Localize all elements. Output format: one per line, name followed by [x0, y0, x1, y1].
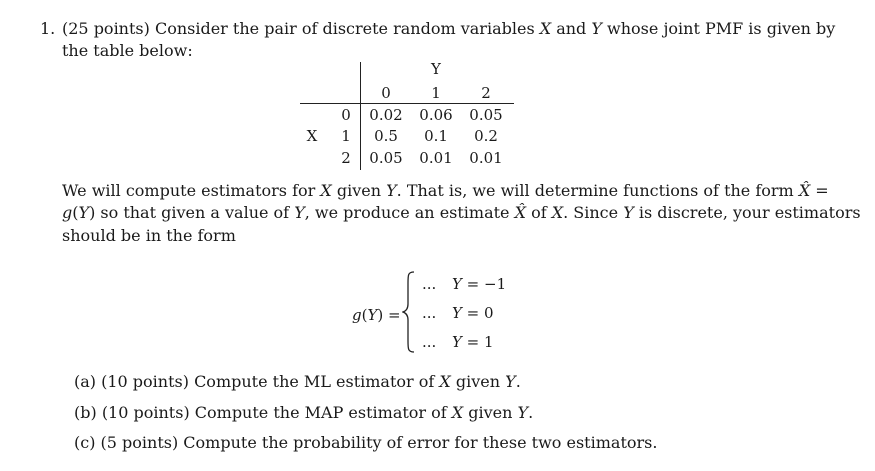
text: ( [361, 306, 368, 324]
var-y: Y [452, 275, 462, 293]
table-vertical-rule [360, 62, 361, 170]
table-cell: 0.01 [419, 149, 453, 167]
table-cell: 0.05 [469, 106, 503, 124]
text: (c) (5 points) Compute the probability of error for these two estimators. [74, 433, 658, 452]
problem-number: 1. [40, 19, 56, 38]
text: ) = [377, 306, 401, 324]
row-header-0: 0 [341, 106, 351, 124]
row-header-1: 1 [341, 127, 351, 145]
var-x: X [439, 372, 451, 391]
table-cell: 0.01 [469, 149, 503, 167]
var-y: Y [78, 203, 90, 222]
col-header-2: 2 [481, 84, 491, 102]
text: ( [72, 203, 79, 222]
table-cell: 0.06 [419, 106, 453, 124]
text: = [810, 181, 829, 200]
text: ) so that given a value of [89, 203, 295, 222]
var-y: Y [452, 304, 462, 322]
text: given [463, 403, 518, 422]
text: given [331, 181, 387, 200]
text: . [515, 372, 521, 391]
col-header-0: 0 [381, 84, 391, 102]
part-b [74, 403, 533, 422]
var-y: Y [386, 181, 397, 200]
var-y: Y [623, 203, 634, 222]
var-x: X [551, 203, 564, 222]
table-cell: 0.02 [369, 106, 403, 124]
text: whose joint PMF is given by [601, 19, 836, 38]
text: . Since [563, 203, 624, 222]
text: (b) (10 points) Compute the MAP estimator of [74, 403, 452, 422]
dots: ... [422, 333, 437, 351]
part-a [74, 372, 521, 391]
var-xhat: X̂ [798, 181, 811, 200]
problem-statement-line1 [62, 19, 835, 38]
text: We will compute estimators for [62, 181, 321, 200]
col-header-1: 1 [431, 84, 441, 102]
dots: ... [422, 275, 437, 293]
func-g: g [62, 203, 73, 222]
col-variable-label: Y [431, 60, 441, 78]
var-xhat: X̂ [514, 203, 526, 222]
var-x: X [320, 181, 332, 200]
text: (25 points) Consider the pair of discrete random variables [62, 19, 540, 38]
text: . That is, we will determine functions of the form [396, 181, 799, 200]
table-cell: 0.2 [474, 127, 498, 145]
text: . [528, 403, 534, 422]
part-c [74, 433, 657, 452]
paragraph-line1 [62, 181, 829, 200]
equation-case-3 [422, 333, 494, 351]
var-x: X [451, 403, 464, 422]
table-cell: 0.1 [424, 127, 448, 145]
func-g: g [352, 306, 362, 324]
text: (a) (10 points) Compute the ML estimator of [74, 372, 440, 391]
text: of [526, 203, 552, 222]
var-y: Y [517, 403, 529, 422]
dots: ... [422, 304, 437, 322]
row-variable-label: X [306, 127, 318, 145]
var-x: X [539, 19, 552, 38]
problem-statement-line2: the table below: [62, 41, 193, 60]
case-condition: = 1 [461, 333, 494, 351]
var-y: Y [294, 203, 305, 222]
var-y: Y [367, 306, 378, 324]
paragraph-line3: should be in the form [62, 226, 236, 245]
table-cell: 0.05 [369, 149, 403, 167]
left-brace-icon [402, 271, 416, 353]
case-condition: = 0 [461, 304, 494, 322]
case-condition: = −1 [461, 275, 507, 293]
text: , we produce an estimate [304, 203, 515, 222]
var-y: Y [591, 19, 602, 38]
equation-case-2 [422, 304, 494, 322]
row-header-2: 2 [341, 149, 351, 167]
text: given [450, 372, 506, 391]
var-y: Y [452, 333, 462, 351]
table-cell: 0.5 [374, 127, 398, 145]
text: is discrete, your estimators [633, 203, 861, 222]
table-horizontal-rule [300, 103, 514, 104]
paragraph-line2 [62, 203, 861, 222]
var-y: Y [505, 372, 516, 391]
equation-lhs [352, 306, 401, 324]
text: and [551, 19, 592, 38]
equation-case-1 [422, 275, 506, 293]
